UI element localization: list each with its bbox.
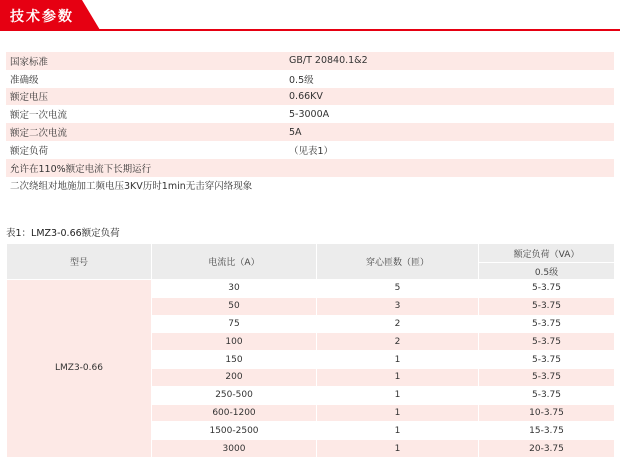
spec-value: 0.5级 [285, 70, 614, 88]
ratio-cell: 100 [152, 333, 317, 351]
section-title: 技术参数 [10, 9, 74, 25]
table-caption: 表1：LMZ3-0.66额定负荷 [6, 228, 120, 239]
turns-cell: 5 [317, 280, 479, 298]
model-cell: LMZ3-0.66 [7, 280, 152, 458]
ratio-cell: 250-500 [152, 386, 317, 404]
turns-cell: 2 [317, 315, 479, 333]
ratio-cell: 600-1200 [152, 404, 317, 422]
header-turns: 穿心匝数（匝） [317, 244, 479, 280]
turns-cell: 1 [317, 440, 479, 458]
spec-row [6, 105, 614, 123]
spec-label: 额定电压 [6, 88, 285, 106]
section-header [0, 0, 626, 30]
load-cell: 5-3.75 [479, 368, 615, 386]
load-cell: 5-3.75 [479, 297, 615, 315]
load-cell: 5-3.75 [479, 386, 615, 404]
load-cell: 15-3.75 [479, 422, 615, 440]
spec-value: 5A [285, 123, 614, 141]
spec-label: 额定负荷 [6, 141, 285, 159]
turns-cell: 1 [317, 351, 479, 369]
spec-row [6, 88, 614, 106]
spec-value: 0.66KV [285, 88, 614, 106]
rated-load-table [6, 243, 615, 458]
spec-row [6, 123, 614, 141]
spec-label: 额定二次电流 [6, 123, 285, 141]
ratio-cell: 50 [152, 297, 317, 315]
spec-label: 准确级 [6, 70, 285, 88]
spec-row [6, 159, 614, 177]
spec-row [6, 141, 614, 159]
header-load-class: 0.5级 [479, 263, 615, 280]
header-rated-load: 额定负荷（VA） [479, 244, 615, 263]
spec-value: （见表1） [285, 141, 614, 159]
ratio-cell: 3000 [152, 440, 317, 458]
spec-value: 5-3000A [285, 105, 614, 123]
header-model: 型号 [7, 244, 152, 280]
spec-label: 国家标准 [6, 52, 285, 70]
load-cell: 5-3.75 [479, 351, 615, 369]
spec-note: 允许在110%额定电流下长期运行 [6, 159, 614, 177]
turns-cell: 3 [317, 297, 479, 315]
turns-cell: 1 [317, 404, 479, 422]
spec-label: 额定一次电流 [6, 105, 285, 123]
spec-value: GB/T 20840.1&2 [285, 52, 614, 70]
spec-row [6, 177, 614, 195]
header-current-ratio: 电流比（A） [152, 244, 317, 280]
load-cell: 5-3.75 [479, 315, 615, 333]
load-cell: 5-3.75 [479, 333, 615, 351]
turns-cell: 2 [317, 333, 479, 351]
ratio-cell: 30 [152, 280, 317, 298]
spec-row [6, 52, 614, 70]
table-row [7, 280, 615, 298]
turns-cell: 1 [317, 386, 479, 404]
ratio-cell: 1500-2500 [152, 422, 317, 440]
load-cell: 10-3.75 [479, 404, 615, 422]
load-cell: 5-3.75 [479, 280, 615, 298]
turns-cell: 1 [317, 422, 479, 440]
turns-cell: 1 [317, 368, 479, 386]
ratio-cell: 75 [152, 315, 317, 333]
spec-note: 二次绕组对地施加工频电压3KV历时1min无击穿闪络现象 [6, 177, 614, 195]
ratio-cell: 150 [152, 351, 317, 369]
spec-table [6, 52, 614, 194]
section-divider [0, 29, 620, 31]
ratio-cell: 200 [152, 368, 317, 386]
spec-row [6, 70, 614, 88]
load-cell: 20-3.75 [479, 440, 615, 458]
